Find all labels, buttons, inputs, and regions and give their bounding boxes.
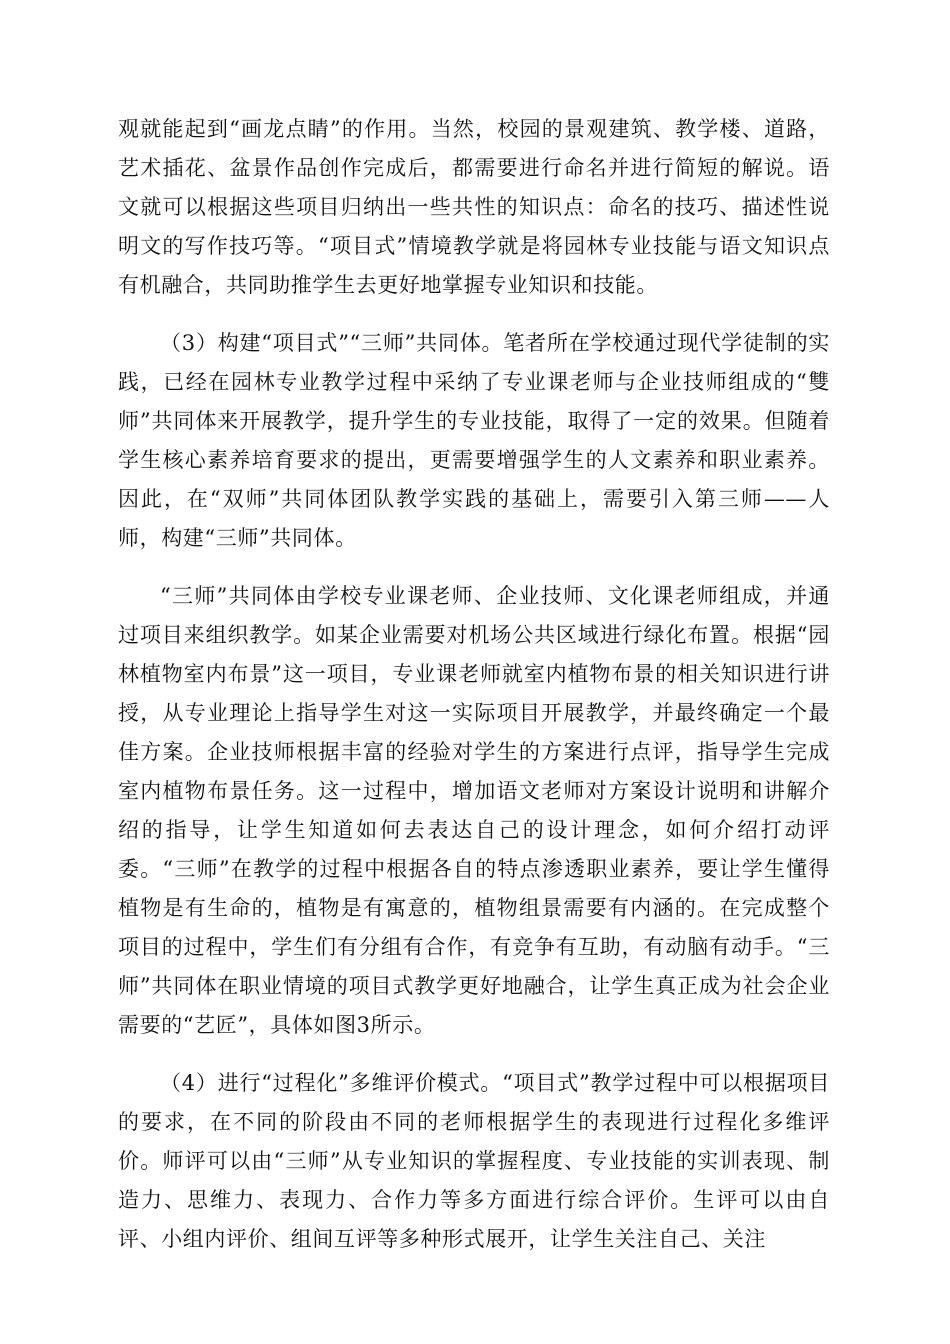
paragraph-process-evaluation: （4）进行“过程化”多维评价模式。“项目式”教学过程中可以根据项目的要求，在不同的阶段由不同的老师根据学生的表现进行过程化多维评价。师评可以由“三师”从专业知识的掌握程度、专业技能的实训表现、制造力、思维力、表现力、合作力等多方面进行综合评价。生评可以由自评、小组内评价、组间互评等多种形式展开，让学生关注自己、关注 xyxy=(118,1071,830,1251)
paragraph-three-teacher-example: “三师”共同体由学校专业课老师、企业技师、文化课老师组成，并通过项目来组织教学。如某企业需要对机场公共区域进行绿化布置。根据“园林植物室内布景”这一项目，专业课老师就室内植物布景的相关知识进行讲授，从专业理论上指导学生对这一实际项目开展教学，并最终确定一个最佳方案。企业技师根据丰富的经验对学生的方案进行点评，指导学生完成室内植物布景任务。这一过程中，增加语文老师对方案设计说明和讲解介绍的指导，让学生知道如何去表达自己的设计理念，如何介绍打动评委。“三师”在教学的过程中根据各自的特点渗透职业素养，要让学生懂得植物是有生命的，植物是有寓意的，植物组景需要有内涵的。在完成整个项目的过程中，学生们有分组有合作，有竞争有互助，有动脑有动手。“三师”共同体在职业情境的项目式教学更好地融合，让学生真正成为社会企业需要的“艺匠”，具体如图3所示。 xyxy=(118,584,830,1037)
body-text xyxy=(118,110,830,1278)
paragraph-three-teacher-community: （3）构建“项目式”“三师”共同体。笔者所在学校通过现代学徒制的实践，已经在园林专业教学过程中采纳了专业课老师与企业技师组成的“雙师”共同体来开展教学，提升学生的专业技能，取得了一定的效果。但随着学生核心素养培育要求的提出，更需要增强学生的人文素养和职业素养。因此，在“双师”共同体团队教学实践的基础上，需要引入第三师——人师，构建“三师”共同体。 xyxy=(118,331,830,550)
paragraph-continuation: 观就能起到“画龙点睛”的作用。当然，校园的景观建筑、教学楼、道路，艺术插花、盆景作品创作完成后，都需要进行命名并进行简短的解说。语文就可以根据这些项目归纳出一些共性的知识点：命名的技巧、描述性说明文的写作技巧等。“项目式”情境教学就是将园林专业技能与语文知识点有机融合，共同助推学生去更好地掌握专业知识和技能。 xyxy=(118,117,830,297)
